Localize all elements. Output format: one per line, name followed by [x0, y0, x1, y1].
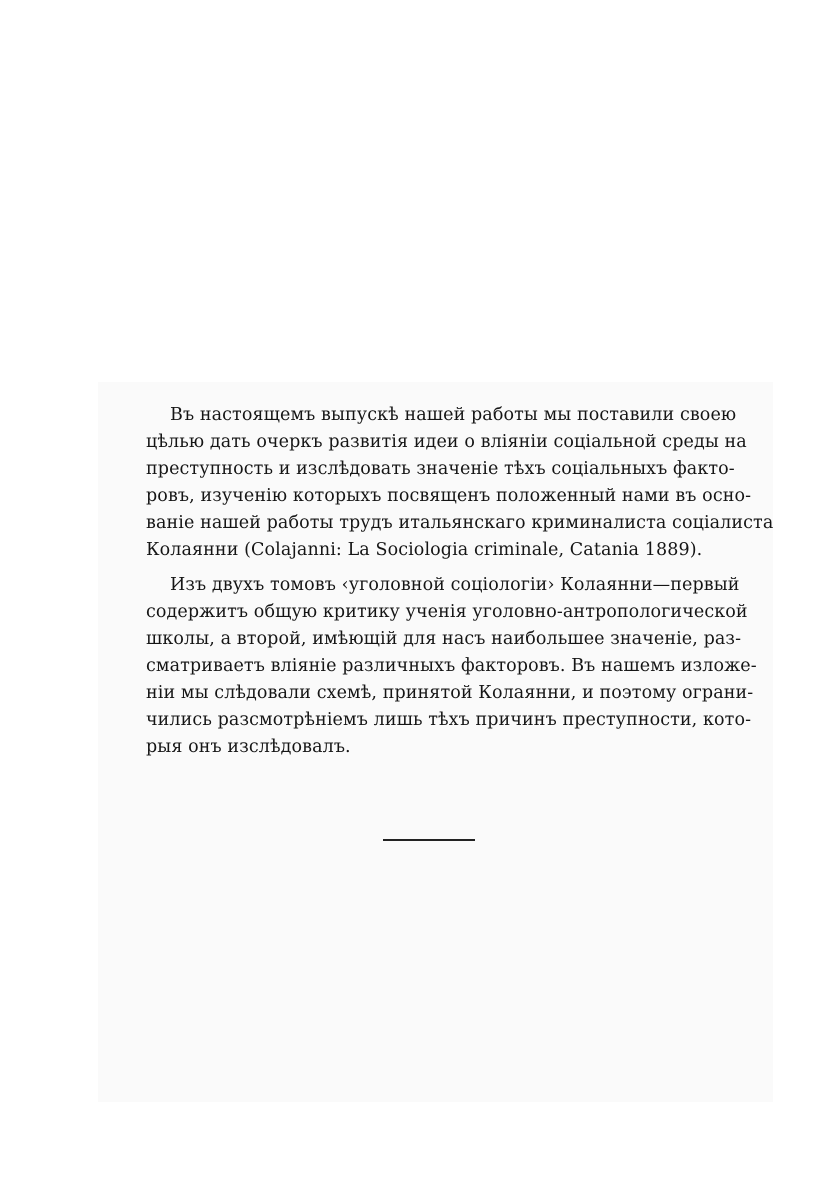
text-line: Въ настоящемъ выпускѣ нашей работы мы поставили своею — [170, 405, 737, 425]
text-line: ніи мы слѣдовали схемѣ, принятой Колаянни, и поэтому ограни- — [146, 682, 754, 703]
text-line: чились разсмотрѣніемъ лишь тѣхъ причинъ преступности, кото- — [146, 710, 752, 731]
preface-text — [146, 402, 774, 761]
text-line: Изъ двухъ томовъ ‹уголовной соціологіи› Колаянни—первый — [170, 574, 740, 595]
text-line: рыя онъ изслѣдовалъ. — [146, 737, 351, 758]
paragraph-2 — [146, 572, 757, 762]
text-line: преступность и изслѣдовать значеніе тѣхъ соціальныхъ факто- — [146, 459, 735, 480]
text-line: ровъ, изученію которыхъ посвященъ положенный нами въ осно- — [146, 486, 752, 507]
text-line: Колаянни (Colajanni: La Sociologia criminale, Catania 1889). — [146, 540, 703, 561]
paragraph-1 — [146, 402, 774, 565]
text-line: содержитъ общую критику ученія уголовно-антропологической — [146, 601, 748, 622]
text-line: школы, а второй, имѣющій для насъ наибольшее значеніе, раз- — [146, 628, 742, 649]
section-divider-rule — [383, 839, 475, 841]
paragraph-gap — [146, 565, 720, 572]
text-line: сматриваетъ вліяніе различныхъ факторовъ. Въ нашемъ изложе- — [146, 655, 757, 676]
text-line: цѣлью дать очеркъ развитія идеи о вліяніи соціальной среды на — [146, 432, 747, 453]
text-line: ваніе нашей работы трудъ итальянскаго криминалиста соціалиста — [146, 513, 774, 534]
